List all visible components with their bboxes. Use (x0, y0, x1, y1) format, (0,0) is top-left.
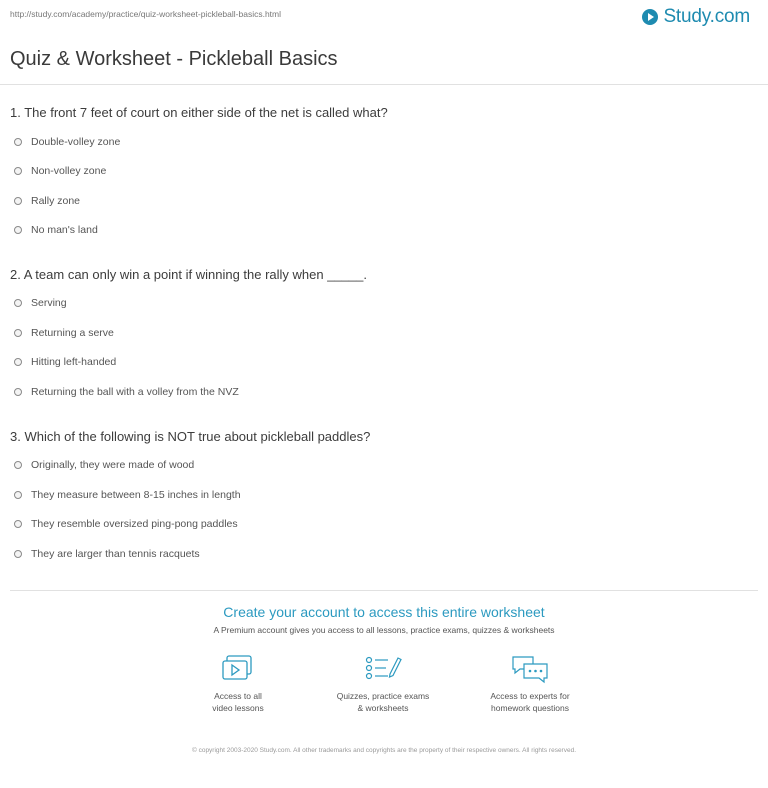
option-label: Returning a serve (31, 327, 114, 339)
answer-option[interactable] (14, 223, 98, 237)
radio-button[interactable] (14, 358, 22, 366)
page-title: Quiz & Worksheet - Pickleball Basics (10, 48, 338, 70)
question-3: 3. Which of the following is NOT true about pickleball paddles? (10, 429, 371, 444)
option-label: Returning the ball with a volley from the NVZ (31, 386, 239, 398)
radio-button[interactable] (14, 138, 22, 146)
page-url: http://study.com/academy/practice/quiz-worksheet-pickleball-basics.html (10, 9, 282, 19)
radio-button[interactable] (14, 461, 22, 469)
option-label: Originally, they were made of wood (31, 459, 195, 471)
answer-option[interactable] (14, 164, 106, 178)
play-logo-icon (642, 9, 658, 25)
feature-quizzes (318, 654, 448, 714)
quiz-list-icon (364, 654, 402, 684)
answer-option[interactable] (14, 194, 80, 208)
radio-button[interactable] (14, 388, 22, 396)
answer-option[interactable] (14, 326, 114, 340)
radio-button[interactable] (14, 299, 22, 307)
radio-button[interactable] (14, 520, 22, 528)
option-label: Rally zone (31, 195, 81, 207)
create-account-link[interactable]: Create your account to access this entire worksheet (223, 604, 545, 620)
cta-subtitle: A Premium account gives you access to all lessons, practice exams, quizzes & worksheets (213, 625, 555, 635)
answer-option[interactable] (14, 517, 238, 531)
answer-option[interactable] (14, 135, 120, 149)
answer-option[interactable] (14, 355, 116, 369)
option-label: They are larger than tennis racquets (31, 548, 200, 560)
radio-button[interactable] (14, 491, 22, 499)
video-lessons-icon (221, 654, 255, 684)
answer-option[interactable] (14, 296, 67, 310)
title-divider (0, 84, 768, 85)
option-label: Double-volley zone (31, 136, 121, 148)
option-label: Non-volley zone (31, 165, 107, 177)
answer-option[interactable] (14, 458, 194, 472)
radio-button[interactable] (14, 226, 22, 234)
copyright-text: © copyright 2003-2020 Study.com. All other trademarks and copyrights are the property of their respective owners. All rights reserved. (191, 747, 577, 754)
option-label: Serving (31, 297, 67, 309)
chat-bubbles-icon (510, 654, 550, 684)
cta-divider (10, 590, 758, 591)
option-label: They resemble oversized ping-pong paddles (31, 518, 238, 530)
answer-option[interactable] (14, 385, 239, 399)
radio-button[interactable] (14, 197, 22, 205)
question-2: 2. A team can only win a point if winning the rally when _____. (10, 267, 367, 282)
option-label: They measure between 8-15 inches in length (31, 489, 241, 501)
feature-label: Access to experts for homework questions (490, 691, 570, 713)
radio-button[interactable] (14, 550, 22, 558)
radio-button[interactable] (14, 167, 22, 175)
answer-option[interactable] (14, 488, 241, 502)
study-logo[interactable] (642, 6, 750, 28)
option-label: No man's land (31, 224, 98, 236)
question-1: 1. The front 7 feet of court on either side of the net is called what? (10, 105, 388, 120)
option-label: Hitting left-handed (31, 356, 117, 368)
feature-label: Quizzes, practice exams & worksheets (336, 691, 430, 713)
answer-option[interactable] (14, 547, 200, 561)
logo-text: Study.com (663, 6, 750, 27)
feature-video-lessons (173, 654, 303, 714)
feature-label: Access to all video lessons (212, 691, 264, 713)
radio-button[interactable] (14, 329, 22, 337)
feature-experts (465, 654, 595, 714)
